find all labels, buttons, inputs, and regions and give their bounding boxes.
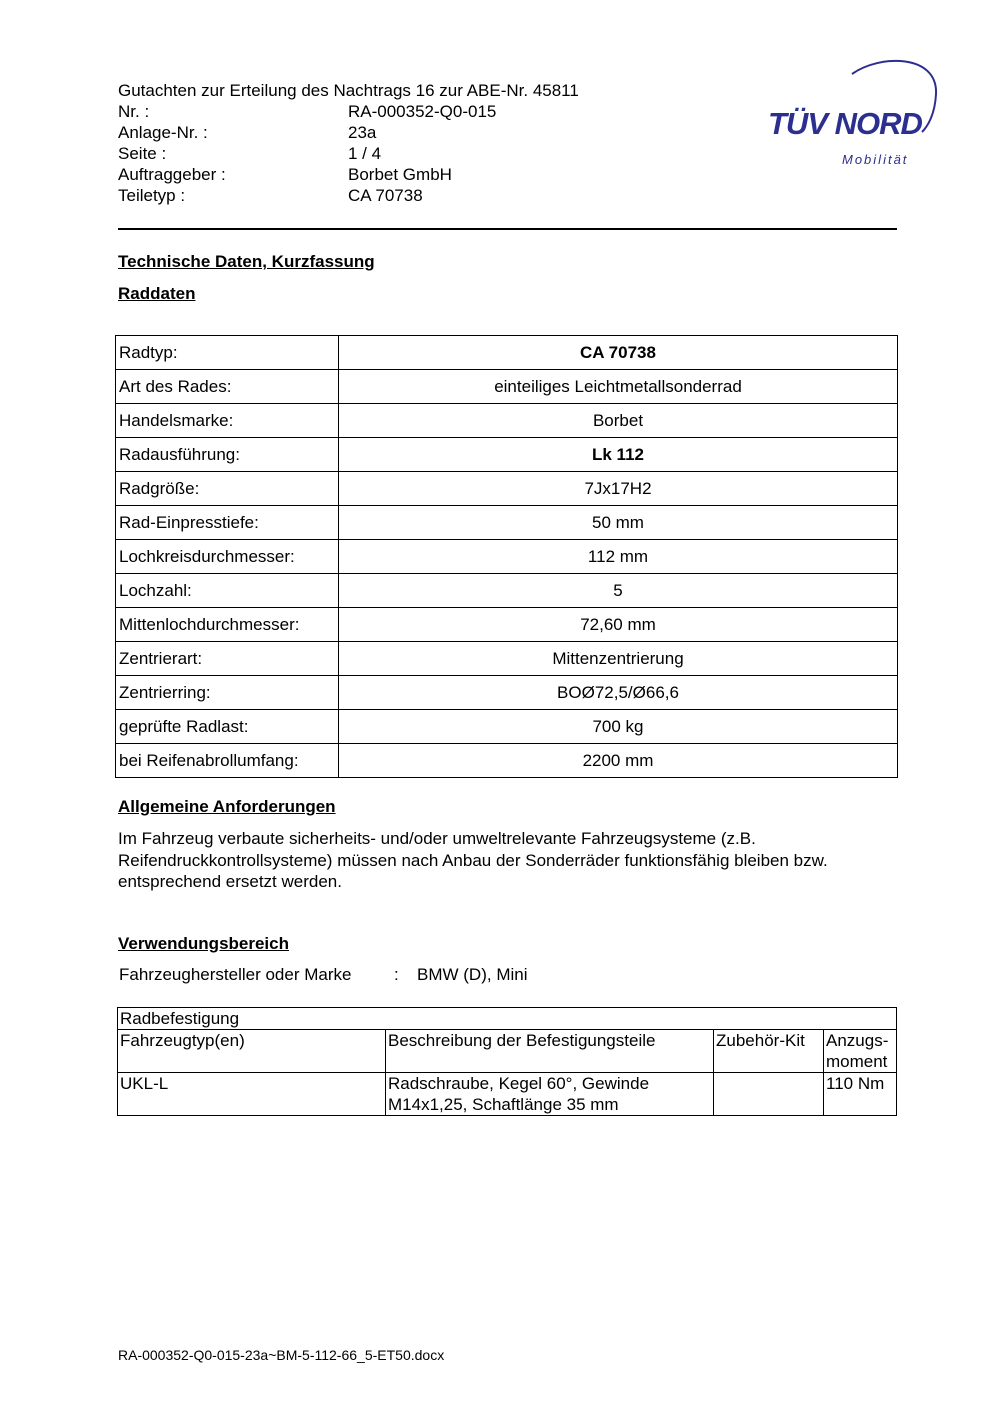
row-value: Borbet <box>339 404 898 438</box>
row-value: 72,60 mm <box>339 608 898 642</box>
anforderungen-text: Im Fahrzeug verbaute sicherheits- und/oder umweltrelevante Fahrzeugsysteme (z.B. Reifendruckkontrollsysteme) müssen nach Anbau der Sonderräder funktionsfähig bleiben bzw. entsprechend ersetzt werden. <box>118 829 828 891</box>
row-label: Lochzahl: <box>116 574 339 608</box>
field-value-nr: RA-000352-Q0-015 <box>348 102 497 121</box>
column-header: Beschreibung der Befestigungsteile <box>386 1030 714 1073</box>
row-label: Radgröße: <box>116 472 339 506</box>
table-cell: 110 Nm <box>824 1073 897 1116</box>
header-divider <box>118 228 897 230</box>
befestigung-table <box>117 1007 897 1116</box>
row-label: Zentrierring: <box>116 676 339 710</box>
document-title: Gutachten zur Erteilung des Nachtrags 16 zur ABE-Nr. 45811 <box>118 81 579 100</box>
row-value: Lk 112 <box>339 438 898 472</box>
row-value: 112 mm <box>339 540 898 574</box>
field-value-auftraggeber: Borbet GmbH <box>348 165 452 184</box>
row-label: bei Reifenabrollumfang: <box>116 744 339 778</box>
column-header: Fahrzeugtyp(en) <box>118 1030 386 1073</box>
table-header-row <box>118 1030 897 1073</box>
field-value-seite: 1 / 4 <box>348 144 382 163</box>
table-cell <box>714 1073 824 1116</box>
row-label: geprüfte Radlast: <box>116 710 339 744</box>
raddaten-table <box>115 335 898 778</box>
table-row <box>116 540 898 574</box>
row-label: Art des Rades: <box>116 370 339 404</box>
field-label-seite: Seite : <box>118 144 167 163</box>
table-row <box>116 574 898 608</box>
table-row <box>116 404 898 438</box>
field-value-anlage: 23a <box>348 123 377 142</box>
row-value: 700 kg <box>339 710 898 744</box>
section-title: Technische Daten, Kurzfassung <box>118 252 375 271</box>
table-row <box>116 710 898 744</box>
row-label: Radtyp: <box>116 336 339 370</box>
field-label-anlage: Anlage-Nr. : <box>118 123 208 142</box>
row-value: 7Jx17H2 <box>339 472 898 506</box>
logo-subtitle: Mobilität <box>842 152 909 167</box>
row-value: CA 70738 <box>339 336 898 370</box>
row-label: Radausführung: <box>116 438 339 472</box>
field-label-auftraggeber: Auftraggeber : <box>118 165 226 184</box>
raddaten-title: Raddaten <box>118 284 196 303</box>
row-value: einteiliges Leichtmetallsonderrad <box>339 370 898 404</box>
table-row <box>116 336 898 370</box>
row-value: 50 mm <box>339 506 898 540</box>
table-cell: UKL-L <box>118 1073 386 1116</box>
table-cell: Radschraube, Kegel 60°, Gewinde M14x1,25, Schaftlänge 35 mm <box>386 1073 714 1116</box>
row-label: Rad-Einpresstiefe: <box>116 506 339 540</box>
verwendung-label: Fahrzeughersteller oder Marke <box>119 965 352 984</box>
table-row <box>116 506 898 540</box>
field-label-nr: Nr. : <box>118 102 150 121</box>
table-row <box>116 744 898 778</box>
footer-filename: RA-000352-Q0-015-23a~BM-5-112-66_5-ET50.docx <box>118 1347 445 1363</box>
table-row <box>118 1073 897 1116</box>
row-label: Lochkreisdurchmesser: <box>116 540 339 574</box>
table-row <box>116 676 898 710</box>
table-row <box>116 608 898 642</box>
verwendung-value: BMW (D), Mini <box>417 965 528 984</box>
table-title-row <box>118 1008 897 1030</box>
column-header: Zubehör-Kit <box>714 1030 824 1073</box>
column-header: Anzugs-moment <box>824 1030 897 1073</box>
row-value: 2200 mm <box>339 744 898 778</box>
row-value: BOØ72,5/Ø66,6 <box>339 676 898 710</box>
field-label-teiletyp: Teiletyp : <box>118 186 186 205</box>
table-row <box>116 370 898 404</box>
befestigung-title: Radbefestigung <box>118 1008 897 1030</box>
table-row <box>116 642 898 676</box>
row-label: Zentrierart: <box>116 642 339 676</box>
field-value-teiletyp: CA 70738 <box>348 186 423 205</box>
anforderungen-title: Allgemeine Anforderungen <box>118 797 336 816</box>
verwendung-title: Verwendungsbereich <box>118 934 289 953</box>
row-value: 5 <box>339 574 898 608</box>
table-row <box>116 438 898 472</box>
row-label: Mittenlochdurchmesser: <box>116 608 339 642</box>
tuv-nord-logo <box>760 56 945 171</box>
verwendung-separator: : <box>394 965 399 984</box>
row-label: Handelsmarke: <box>116 404 339 438</box>
row-value: Mittenzentrierung <box>339 642 898 676</box>
table-row <box>116 472 898 506</box>
logo-brand: TÜV NORD <box>768 106 922 141</box>
